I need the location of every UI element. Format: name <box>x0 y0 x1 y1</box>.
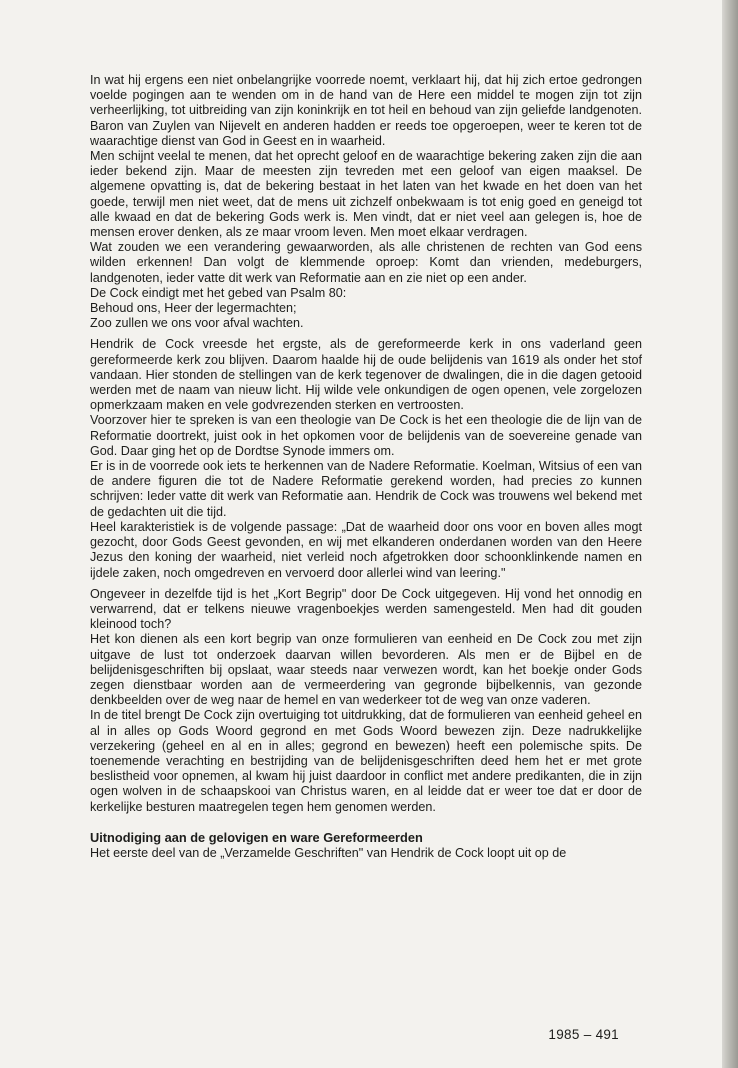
paragraph: De Cock eindigt met het gebed van Psalm 80: <box>90 285 347 300</box>
section-heading: Uitnodiging aan de gelovigen en ware Gereformeerden <box>90 829 423 845</box>
paragraph: Hendrik de Cock vreesde het ergste, als de gereformeerde kerk in ons vaderland geen gereformeerde kerk zou blijven. Daarom haalde hij de oude belijdenis van 1619 als onder het stof vandaan. Hier stonden de stellingen van de kerk tegenover de dwalingen, die in die dagen getooid werden met de naam van nieuw licht. Hij wilde vele onkundigen de ogen openen, vele zorgelozen opmerkzaam maken en vele godvrezenden sterken en vertroosten. <box>90 337 642 413</box>
paragraph: Het kon dienen als een kort begrip van onze formulieren van eenheid en De Cock zou met zijn uitgave de lust tot onderzoek daarvan willen bevorderen. Als men er de Bijbel en de belijdenisgeschriften bij opslaat, waar steeds naar verwezen wordt, kan het boekje onder Gods zegen dienstbaar worden aan de vermeerdering van gegronde bijbelkennis, van gezonde denkbeelden over de weg naar de hemel en van wederkeer tot de weg van onze vaderen. <box>90 632 642 708</box>
article-body <box>90 73 642 861</box>
paragraph: Wat zouden we een verandering gewaarworden, als alle christenen de rechten van God eens wilden erkennen! Dan volgt de klemmende oproep: Komt dan vrienden, medeburgers, landgenoten, ieder vatte dit werk van Reformatie aan en zie niet op een ander. <box>90 240 642 285</box>
paragraph: Er is in de voorrede ook iets te herkennen van de Nadere Reformatie. Koelman, Witsius of een van de andere figuren die tot de Nadere Reformatie gerekend worden, had precies zo kunnen schrijven: Ieder vatte dit werk van Reformatie aan. Hendrik de Cock was trouwens wel bekend met de gedachten uit die tijd. <box>90 459 642 519</box>
paragraph: Voorzover hier te spreken is van een theologie van De Cock is het een theologie die de lijn van de Reformatie doortrekt, juist ook in het opkomen voor de belijdenis van de soevereine genade van God. Daar ging het op de Dordtse Synode immers om. <box>90 413 642 458</box>
paragraph: In de titel brengt De Cock zijn overtuiging tot uitdrukking, dat de formulieren van eenheid geheel en al in alles op Gods Woord gegrond en met Gods Woord bewezen zijn. Deze nadrukkelijke verzekering (geheel en al en in alles; gegrond en bewezen) heeft een polemische spits. De toenemende verachting en bestrijding van de belijdenisgeschriften deed hem het er met grote beslistheid voor opnemen, al kwam hij juist daardoor in conflict met andere predikanten, die in zijn ogen wolven in de schaapskooi van Christus waren, en al leidde dat er weer toe dat er door de kerkelijke besturen maatregelen tegen hem genomen werden. <box>90 708 642 814</box>
page-edge <box>722 0 738 1068</box>
paragraph: In wat hij ergens een niet onbelangrijke voorrede noemt, verklaart hij, dat hij zich ertoe gedrongen voelde pogingen aan te wenden om in de hand van de Here een middel te mogen zijn tot zijn verheerlijking, tot uitbreiding van zijn koninkrijk en tot heil en behoud van zijn geliefde landgenoten. Baron van Zuylen van Nijevelt en anderen hadden er reeds toe opgeroepen, weer te keren tot de waarachtige dienst van God in Geest en in waarheid. <box>90 73 642 148</box>
paragraph: Ongeveer in dezelfde tijd is het „Kort Begrip" door De Cock uitgegeven. Hij vond het onnodig en verwarrend, dat er telkens nieuwe vragenboekjes werden samengesteld. Men had dit gouden kleinood toch? <box>90 586 642 632</box>
page-number: 1985 – 491 <box>548 1027 619 1042</box>
paragraph: Het eerste deel van de „Verzamelde Geschriften" van Hendrik de Cock loopt uit op de <box>90 845 567 860</box>
paragraph: Men schijnt veelal te menen, dat het oprecht geloof en de waarachtige bekering zaken zijn die aan ieder bekend zijn. Maar de meesten zijn tevreden met een geloof van eigen maaksel. De algemene opvatting is, dat de bekering bestaat in het laten van het kwade en het doen van het goede, terwijl men niet weet, dat de mens uit zichzelf onbekwaam is tot enig goed en geneigd tot alle kwaad en dat de bekering Gods werk is. Men vindt, dat er niet veel aan gelegen is, hoe de mensen erover denken, als ze maar vroom leven. Men moet elkaar verdragen. <box>90 149 642 240</box>
psalm-line: Zoo zullen we ons voor afval wachten. <box>90 316 304 331</box>
psalm-line: Behoud ons, Heer der legermachten; <box>90 301 297 316</box>
quote-paragraph: Heel karakteristiek is de volgende passage: „Dat de waarheid door ons voor en boven alles mogt gezocht, door Gods Geest gevonden, en wij met elkanderen onderdanen worden van den Heere Jezus den koning der waarheid, niet verleid noch afgetrokken door schoonklinkende namen en ijdele zaken, noch omgedreven en vervoerd door allerlei wind van leering." <box>90 519 642 580</box>
